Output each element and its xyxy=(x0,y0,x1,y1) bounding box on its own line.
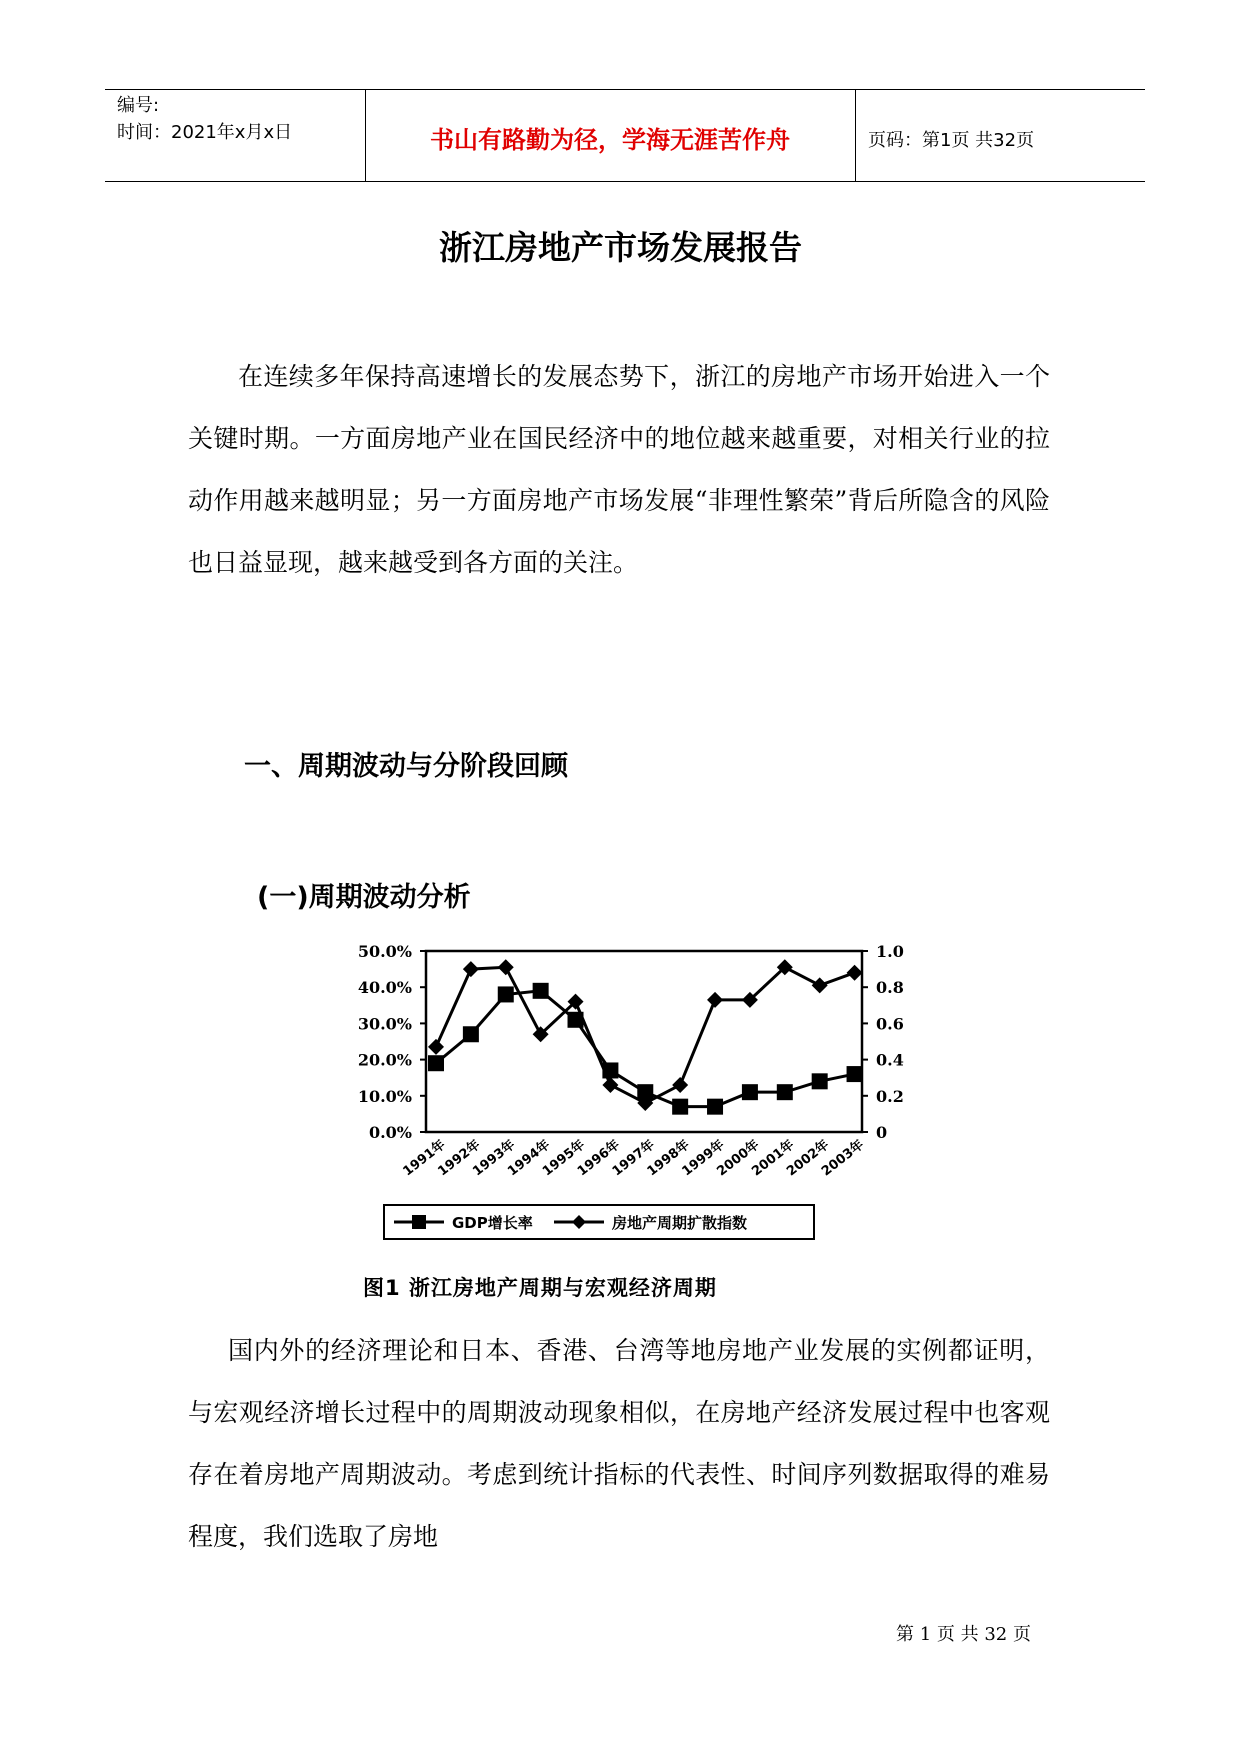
header-top-rule xyxy=(105,89,1145,90)
x-tick-label: 2001年 xyxy=(749,1137,798,1180)
x-tick-label: 1994年 xyxy=(505,1137,554,1180)
header-number-label: 编号: xyxy=(117,95,160,116)
right-tick-label: 0.8 xyxy=(876,978,904,998)
document-title: 浙江房地产市场发展报告 xyxy=(439,228,802,267)
right-tick-label: 0.6 xyxy=(876,1014,904,1034)
x-tick-label: 1991年 xyxy=(400,1137,449,1180)
header-page-label: 页码：第1页 共32页 xyxy=(868,130,1035,151)
left-tick-label: 50.0% xyxy=(357,942,412,961)
subsection-heading: (一)周期波动分析 xyxy=(257,882,471,913)
left-tick-label: 20.0% xyxy=(357,1050,412,1070)
right-tick-label: 0 xyxy=(876,1123,888,1142)
gdp-point xyxy=(463,1026,479,1042)
header-divider-right xyxy=(855,89,856,181)
right-tick-label: 0.2 xyxy=(876,1086,904,1106)
legend-label: GDP增长率 xyxy=(452,1214,533,1232)
header-bottom-rule xyxy=(105,181,1145,182)
index-point xyxy=(672,1077,688,1093)
intro-paragraph: 在连续多年保持高速增长的发展态势下，浙江的房地产市场开始进入一个关键时期。一方面房地产业在国民经济中的地位越来越重要，对相关行业的拉动作用越来越明显；另一方面房地产市场发展“非理性繁荣”背后所隐含的风险也日益显现，越来越受到各方面的关注。 xyxy=(188,362,1050,577)
chart-svg xyxy=(340,930,904,1270)
gdp-point xyxy=(812,1073,828,1089)
gdp-point xyxy=(847,1066,863,1082)
header-motto: 书山有路勤为径，学海无涯苦作舟 xyxy=(430,126,790,154)
x-tick-label: 1995年 xyxy=(539,1137,588,1180)
left-tick-label: 30.0% xyxy=(357,1014,412,1034)
header-divider-left xyxy=(365,89,366,181)
page-footer: 第 1 页 共 32 页 xyxy=(896,1624,1031,1645)
x-tick-label: 1999年 xyxy=(679,1137,728,1180)
index-point xyxy=(602,1077,618,1093)
gdp-point xyxy=(498,986,514,1002)
x-tick-label: 2003年 xyxy=(819,1137,868,1180)
gdp-point xyxy=(533,983,549,999)
index-point xyxy=(707,992,723,1008)
index-point xyxy=(847,965,863,981)
gdp-point xyxy=(707,1099,723,1115)
left-tick-label: 10.0% xyxy=(357,1086,412,1106)
figure-chart xyxy=(340,930,904,1300)
gdp-point xyxy=(672,1099,688,1115)
index-point xyxy=(498,959,514,975)
index-point xyxy=(428,1039,444,1055)
x-tick-label: 1996年 xyxy=(574,1137,623,1180)
header-time-label: 时间：2021年x月x日 xyxy=(117,122,293,143)
index-point xyxy=(463,961,479,977)
legend-label: 房地产周期扩散指数 xyxy=(612,1214,748,1232)
gdp-point xyxy=(742,1084,758,1100)
section-heading: 一、周期波动与分阶段回顾 xyxy=(244,751,568,782)
x-tick-label: 1993年 xyxy=(470,1137,519,1180)
right-tick-label: 1.0 xyxy=(876,942,904,961)
legend-marker-square xyxy=(412,1215,426,1229)
x-tick-label: 1998年 xyxy=(644,1137,693,1180)
left-tick-label: 0.0% xyxy=(368,1123,412,1142)
gdp-point xyxy=(428,1055,444,1071)
left-tick-label: 40.0% xyxy=(357,978,412,998)
x-tick-label: 2002年 xyxy=(784,1137,833,1180)
body-paragraph: 国内外的经济理论和日本、香港、台湾等地房地产业发展的实例都证明，与宏观经济增长过程中的周期波动现象相似，在房地产经济发展过程中也客观存在着房地产周期波动。考虑到统计指标的代表性、时间序列数据取得的难易程度，我们选取了房地 xyxy=(188,1336,1050,1551)
right-tick-label: 0.4 xyxy=(876,1050,904,1070)
x-tick-label: 2000年 xyxy=(714,1137,763,1180)
x-tick-label: 1992年 xyxy=(435,1137,484,1180)
gdp-point xyxy=(777,1084,793,1100)
figure-caption: 图1 浙江房地产周期与宏观经济周期 xyxy=(363,1276,717,1300)
index-point xyxy=(812,977,828,993)
x-tick-label: 1997年 xyxy=(609,1137,658,1180)
header-meta xyxy=(117,92,292,146)
